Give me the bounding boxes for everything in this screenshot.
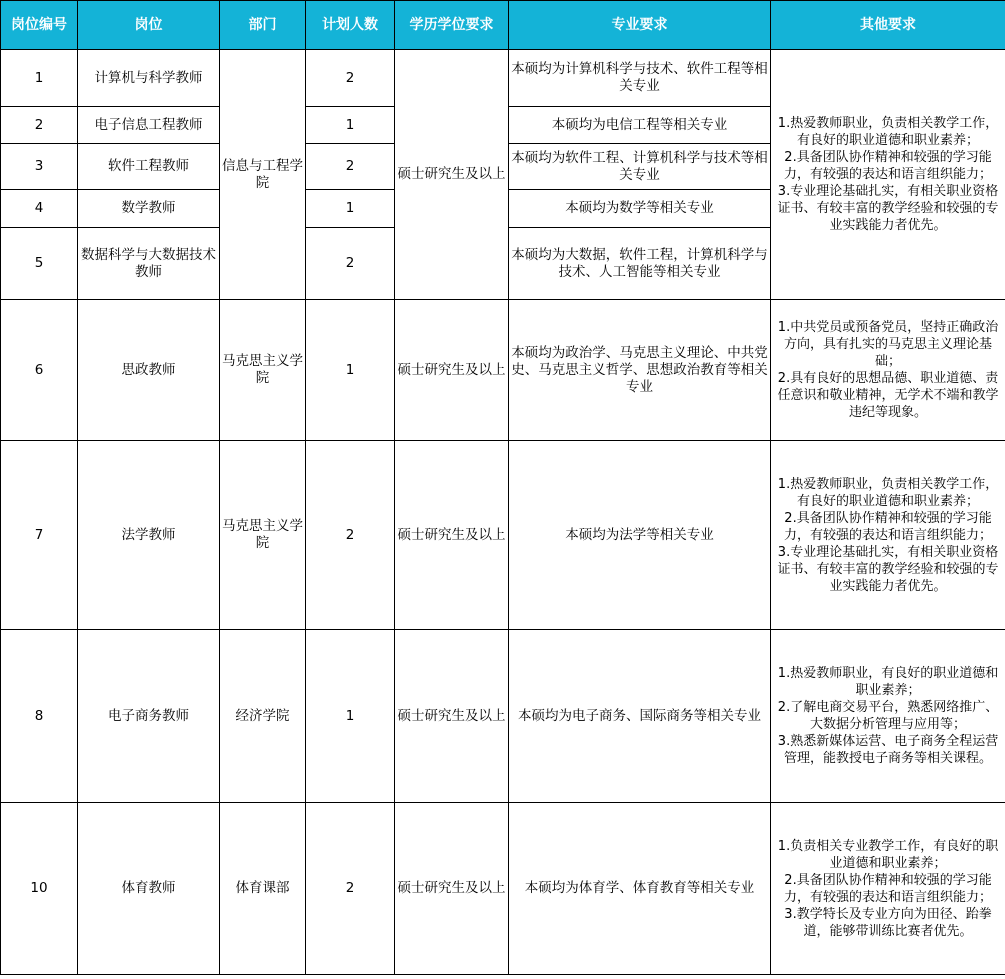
cell-department: 信息与工程学院 (220, 50, 306, 300)
cell-planned-count: 2 (306, 441, 395, 630)
header-post: 岗位 (78, 1, 220, 50)
cell-department: 经济学院 (220, 630, 306, 803)
cell-other-requirements (771, 803, 1005, 975)
cell-post-id: 6 (1, 300, 78, 441)
requirement-line: 1.中共党员或预备党员，坚持正确政治方向，具有扎实的马克思主义理论基础； (777, 320, 999, 369)
cell-post: 数学教师 (78, 190, 220, 228)
cell-post-id: 10 (1, 803, 78, 975)
cell-post-id: 3 (1, 144, 78, 190)
cell-post-id: 4 (1, 190, 78, 228)
cell-education: 硕士研究生及以上 (395, 630, 509, 803)
cell-planned-count: 1 (306, 107, 395, 144)
table-row (1, 630, 1005, 803)
cell-major: 本硕均为数学等相关专业 (509, 190, 771, 228)
cell-post: 法学教师 (78, 441, 220, 630)
header-post-id: 岗位编号 (1, 1, 78, 50)
cell-major: 本硕均为体育学、体育教育等相关专业 (509, 803, 771, 975)
requirement-line: 1.热爱教师职业，有良好的职业道德和职业素养； (777, 666, 999, 698)
cell-post-id: 1 (1, 50, 78, 107)
cell-other-requirements (771, 300, 1005, 441)
cell-education: 硕士研究生及以上 (395, 300, 509, 441)
requirement-line: 1.负责相关专业教学工作，有良好的职业道德和职业素养； (777, 838, 999, 871)
requirement-line: 1.热爱教师职业，负责相关教学工作，有良好的职业道德和职业素养； (777, 476, 999, 509)
cell-department: 马克思主义学院 (220, 300, 306, 441)
cell-post: 计算机与科学教师 (78, 50, 220, 107)
header-row (1, 1, 1005, 50)
cell-post: 电子信息工程教师 (78, 107, 220, 144)
cell-planned-count: 1 (306, 630, 395, 803)
cell-planned-count: 2 (306, 50, 395, 107)
requirement-line: 3.专业理论基础扎实，有相关职业资格证书、有较丰富的教学经验和较强的专业实践能力者优先。 (777, 544, 999, 594)
cell-post: 思政教师 (78, 300, 220, 441)
table-row (1, 50, 1005, 107)
cell-post: 体育教师 (78, 803, 220, 975)
cell-other-requirements (771, 630, 1005, 803)
cell-post-id: 7 (1, 441, 78, 630)
cell-major: 本硕均为政治学、马克思主义理论、中共党史、马克思主义哲学、思想政治教育等相关专业 (509, 300, 771, 441)
requirement-line: 2.具备团队协作精神和较强的学习能力，有较强的表达和语言组织能力； (783, 872, 992, 905)
cell-department: 马克思主义学院 (220, 441, 306, 630)
requirement-line: 2.具备团队协作精神和较强的学习能力，有较强的表达和语言组织能力； (783, 150, 992, 182)
header-planned-count: 计划人数 (306, 1, 395, 50)
cell-planned-count: 1 (306, 300, 395, 441)
cell-post: 数据科学与大数据技术教师 (78, 228, 220, 300)
requirement-line: 2.具备团队协作精神和较强的学习能力，有较强的表达和语言组织能力； (783, 510, 992, 543)
cell-other-requirements (771, 441, 1005, 630)
cell-post-id: 8 (1, 630, 78, 803)
cell-education: 硕士研究生及以上 (395, 441, 509, 630)
cell-major: 本硕均为电子商务、国际商务等相关专业 (509, 630, 771, 803)
table-row (1, 300, 1005, 441)
table-row (1, 441, 1005, 630)
requirement-line: 1.热爱教师职业，负责相关教学工作，有良好的职业道德和职业素养； (777, 116, 999, 148)
cell-post-id: 2 (1, 107, 78, 144)
requirement-line: 2.了解电商交易平台，熟悉网络推广、大数据分析管理与应用等； (777, 700, 999, 732)
cell-other-requirements (771, 50, 1005, 300)
header-other: 其他要求 (771, 1, 1005, 50)
cell-education: 硕士研究生及以上 (395, 50, 509, 300)
header-major: 专业要求 (509, 1, 771, 50)
cell-post-id: 5 (1, 228, 78, 300)
cell-major: 本硕均为大数据，软件工程，计算机科学与技术、人工智能等相关专业 (509, 228, 771, 300)
header-department: 部门 (220, 1, 306, 50)
cell-planned-count: 2 (306, 228, 395, 300)
cell-post: 电子商务教师 (78, 630, 220, 803)
cell-planned-count: 2 (306, 803, 395, 975)
header-education: 学历学位要求 (395, 1, 509, 50)
cell-major: 本硕均为电信工程等相关专业 (509, 107, 771, 144)
requirement-line: 2.具有良好的思想品德、职业道德、责任意识和敬业精神，无学术不端和教学违纪等现象。 (777, 371, 999, 420)
requirement-line: 3.专业理论基础扎实，有相关职业资格证书、有较丰富的教学经验和较强的专业实践能力者优先。 (777, 184, 999, 233)
cell-post: 软件工程教师 (78, 144, 220, 190)
cell-major: 本硕均为软件工程、计算机科学与技术等相关专业 (509, 144, 771, 190)
cell-department: 体育课部 (220, 803, 306, 975)
cell-major: 本硕均为计算机科学与技术、软件工程等相关专业 (509, 50, 771, 107)
table-row (1, 803, 1005, 975)
cell-major: 本硕均为法学等相关专业 (509, 441, 771, 630)
cell-education: 硕士研究生及以上 (395, 803, 509, 975)
cell-planned-count: 2 (306, 144, 395, 190)
requirement-line: 3.教学特长及专业方向为田径、跆拳道，能够带训练比赛者优先。 (784, 906, 992, 939)
requirement-line: 3.熟悉新媒体运营、电子商务全程运营管理，能教授电子商务等相关课程。 (777, 734, 999, 766)
cell-planned-count: 1 (306, 190, 395, 228)
